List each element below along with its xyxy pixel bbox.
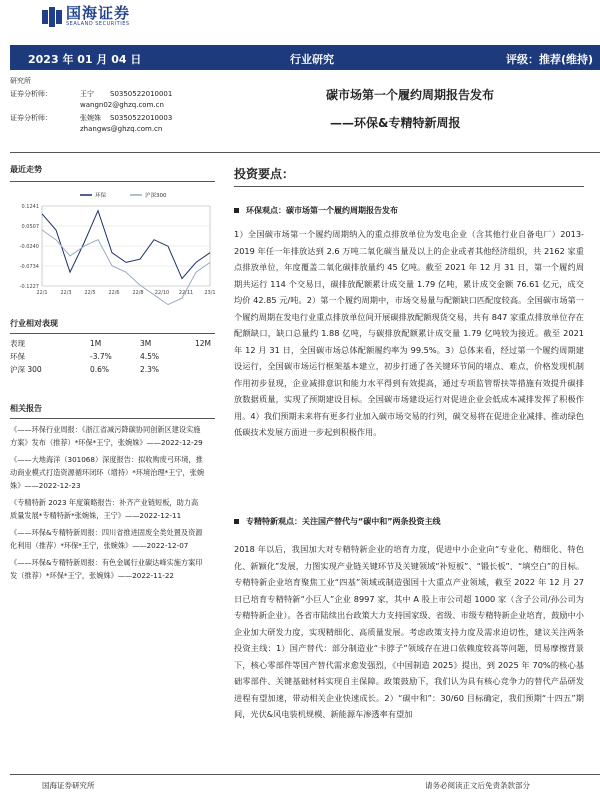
research-dept: 研究所 <box>10 77 31 85</box>
section-body: 2018 年以后，我国加大对专精特新企业的培育力度，促进中小企业向“专业化、精细化、特色化、新颖化”发展，力图实现产业链关键环节及关键领域“补短板”、“锻长板”、“填空白”的目标。专精特新企业培育聚焦工业“四基”领域或制造强国十大重点产业领域，截至 2022 年 12 月 27 日已培育专精特新“小巨人”企业 8997 家，其中 A 股上市公司超 1000 家（含子公司/孙公司为专精特新企业）。各省市陆续出台政策大力支持国家级、省级、市级专精特新企业培育，鼓励中小企业加大研发力度，实现精细化、高质量发展。考虑政策支持力度及需求迫切性，建议关注两条投资主线：1）国产替代：部分制造业“卡脖子”领域存在进口依赖度较高等问题，贸易摩擦背景下，核心零部件等国产替代需求愈发强烈，《中国制造 2025》提出，到 2025 年 70%的核心基础零部件、关键基础材料实现自主保障。政策鼓励下，我们认为具有核心竞争力的替代产品研发进程有望加速，带动相关企业快速成长。2）“碳中和”：30/60 目标确定，我们预期“十四五”期间，光伏&风电装机规模、新能源车渗透率有望加 <box>234 544 584 719</box>
main-heading: 投资要点： <box>234 167 295 181</box>
y-tick-label: -0.1227 <box>19 284 39 290</box>
legend-label: 沪深300 <box>145 193 167 199</box>
legend-label: 环保 <box>95 193 107 199</box>
y-tick-label: -0.0734 <box>19 264 39 270</box>
analyst-info <box>10 76 205 135</box>
analyst-role: 证券分析师： <box>10 114 52 122</box>
col-header: 表现 <box>10 339 25 348</box>
y-tick-label: -0.0240 <box>19 244 39 250</box>
related-item[interactable]: 《——环保行业周报：《浙江省减污降碳协同创新区建设实施方案》发布（推荐）*环保*王宁，张婉姝》——2022-12-29 <box>10 425 203 447</box>
table-row <box>10 363 215 376</box>
logo-icon <box>42 7 62 27</box>
bullet-icon <box>234 208 239 213</box>
trend-chart <box>10 186 215 306</box>
x-tick-label: 22/11 <box>178 290 194 296</box>
related-heading: 相关报告 <box>10 404 42 413</box>
related-item[interactable]: 《——环保&专精特新周报：有色金属行业碳达峰实施方案印发（推荐）*环保*王宁，张婉姝》——2022-11-22 <box>10 558 203 580</box>
y-tick-label: 0.0507 <box>21 224 39 230</box>
analyst-name: 张婉姝 <box>80 114 101 122</box>
table-header-row <box>10 337 215 350</box>
related-section <box>10 403 205 582</box>
trend-heading: 最近走势 <box>10 165 42 174</box>
table-cell: 4.5% <box>140 352 160 361</box>
section-body: 1）全国碳市场第一个履约周期纳入的重点排放单位为发电企业（含其他行业自备电厂）2013-2019 年任一年排放达到 2.6 万吨二氧化碳当量及以上的企业或者其他经济组织，共 2162 家重点排放单位，年度覆盖二氧化碳排放量约 45 亿吨。截至 2021 年 12 月 31 日，第一个履约周期共运行 114 个交易日，碳排放配额累计成交量 1.79 亿吨，累计成交金额 76.61 亿元，成交均价 42.85 元/吨。2）第一个履约周期中，市场交易量与配额缺口匹配度较高。全国碳市场第一个履约周期在发电行业重点排放单位间开展碳排放配额现货交易，共有 847 家重点排放单位存在配额缺口，缺口总量约 1.88 亿吨，与碳排放配额累计成交量 1.79 亿吨较为接近。截至 2021 年 12 月 31 日，全国碳市场总体配额履约率为 99.5%。3）总体来看，经过第一个履约周期建设运行，全国碳市场运行框架基本建立，初步打通了各关键环节间的堵点、难点，价格发现机制作用初步显现，企业减排意识和能力水平得到有效提高，通过专项监管帮扶等措施有效提升碳排放数据质量，实现了预期建设目标。全国碳市场建设运行对促进企业会低成本减排发挥了积极作用。4）我们预期未来将有更多行业加入碳市场交易的行列，碳交易将在促进企业减排、推动绿色低碳技术发展方面进一步起到积极作用。 <box>234 229 584 437</box>
table-cell: 0.6% <box>90 365 110 374</box>
analyst-role: 证券分析师： <box>10 90 52 98</box>
table-cell <box>195 350 215 363</box>
footer-right: 请务必阅读正文后免责条款部分 <box>425 781 530 790</box>
x-tick-label: 22/6 <box>108 290 120 296</box>
performance-section <box>10 318 212 376</box>
report-category: 行业研究 <box>290 53 334 66</box>
table-cell: 环保 <box>10 352 25 361</box>
bullet-icon <box>234 519 239 524</box>
analyst-email: wangn02@ghzq.com.cn <box>80 101 164 109</box>
table-row <box>10 350 215 363</box>
x-tick-label: 22/10 <box>154 290 170 296</box>
section-title <box>234 516 441 527</box>
analyst-name: 王宁 <box>80 90 94 98</box>
performance-heading: 行业相对表现 <box>10 319 58 328</box>
x-tick-label: 22/3 <box>60 290 72 296</box>
table-cell: -3.7% <box>90 352 112 361</box>
col-header: 3M <box>140 339 152 348</box>
y-tick-label: 0.1241 <box>21 204 39 210</box>
logo-en: SEALAND SECURITIES <box>66 21 130 27</box>
report-subtitle: ——环保&专精特新周报 <box>330 116 461 130</box>
related-item[interactable]: 《——大地海洋（301068）深度报告：拟收购废弓环境，推动商业模式打造资源循环闭环（增持）*环境治理*王宁，张婉姝》——2022-12-23 <box>10 455 205 490</box>
section-body-wrap <box>234 541 584 773</box>
report-date: 2023 年 01 月 04 日 <box>28 53 142 66</box>
x-tick-label: 22/8 <box>132 290 144 296</box>
section-title <box>234 205 398 216</box>
header-banner <box>10 45 600 70</box>
analyst-id: S0350522010003 <box>110 114 173 122</box>
col-header: 1M <box>90 339 102 348</box>
logo-cn: 国海证券 <box>66 4 131 22</box>
performance-table <box>10 337 215 376</box>
report-title: 碳市场第一个履约周期报告发布 <box>325 88 494 102</box>
table-cell <box>195 363 215 376</box>
related-item[interactable]: 《——环保&专精特新周报：四川省推进固废全类处置及资源化利用（推荐）*环保*王宁，张婉姝》——2022-12-07 <box>10 528 203 550</box>
company-logo <box>42 6 130 27</box>
table-cell: 沪深 300 <box>10 365 42 374</box>
divider <box>10 152 600 153</box>
table-cell: 2.3% <box>140 365 160 374</box>
report-rating: 评级：推荐(维持) <box>506 53 594 66</box>
x-tick-label: 22/1 <box>36 290 48 296</box>
series-line-huanbao <box>42 211 210 279</box>
footer-left: 国海证券研究所 <box>42 781 95 790</box>
analyst-email: zhangws@ghzq.com.cn <box>80 125 163 133</box>
analyst-id: S0350522010001 <box>110 90 173 98</box>
section-title-text: 环保观点：碳市场第一个履约周期报告发布 <box>246 206 398 215</box>
related-item[interactable]: 《专精特新 2023 年度策略报告：补齐产业链短板，助力高质量发展*专精特新*张婉姝，王宁》——2022-12-11 <box>10 498 199 520</box>
col-header: 12M <box>195 339 212 348</box>
trend-section <box>10 164 215 310</box>
divider <box>234 186 584 187</box>
footer-divider <box>10 774 600 775</box>
section-title-text: 专精特新观点：关注国产替代与“碳中和”两条投资主线 <box>246 517 441 526</box>
x-tick-label: 22/5 <box>84 290 96 296</box>
x-tick-label: 23/1 <box>204 290 215 296</box>
